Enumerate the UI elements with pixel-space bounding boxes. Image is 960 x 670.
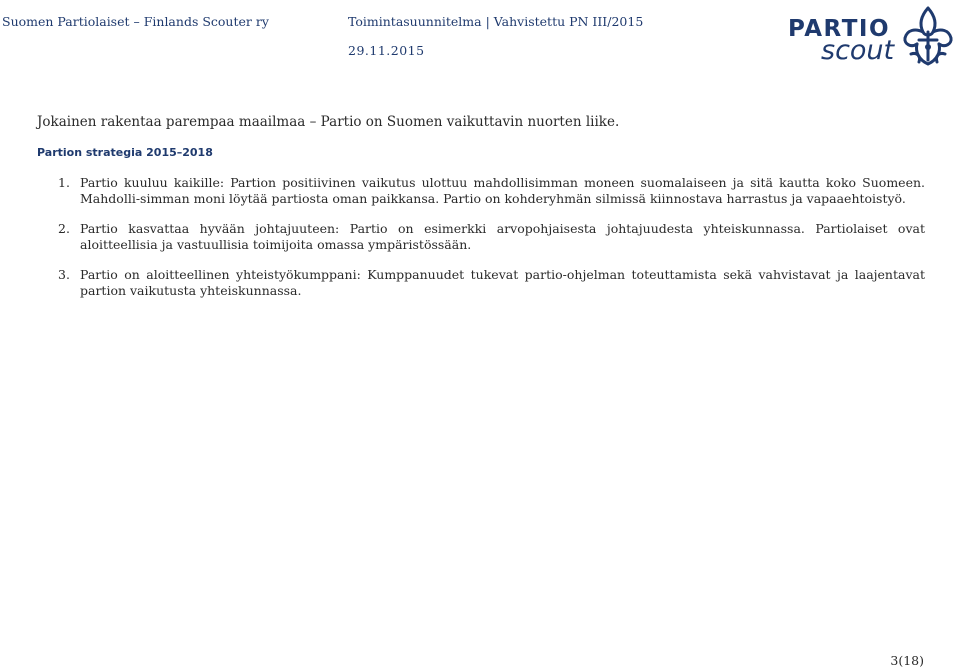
list-item (37, 221, 925, 253)
list-item-text: Partio on aloitteellinen yhteistyökumppani: Kumppanuudet tukevat partio-ohjelman toteuttamista sekä vahvistavat ja laajentavat partion vaikutusta yhteiskunnassa. (80, 267, 925, 298)
list-item-number: 1. (58, 175, 70, 190)
list-item (37, 175, 925, 207)
motto-text: Jokainen rakentaa parempaa maailmaa – Partio on Suomen vaikuttavin nuorten liike. (37, 114, 620, 130)
list-item-number: 3. (58, 267, 70, 282)
list-item-number: 2. (58, 221, 70, 236)
scout-lily-emblem-icon (897, 2, 959, 68)
partio-scout-logo (785, 2, 960, 68)
list-item (37, 267, 925, 299)
strategy-heading: Partion strategia 2015–2018 (37, 146, 213, 159)
header-date: 29.11.2015 (348, 43, 425, 58)
header-organization: Suomen Partiolaiset – Finlands Scouter ry (2, 14, 269, 29)
logo-text-scout: scout (821, 35, 895, 66)
list-item-text: Partio kasvattaa hyvään johtajuuteen: Partio on esimerkki arvopohjaisesta johtajuudesta yhteiskunnassa. Partiolaiset ovat aloitteellisia ja vastuullisia toimijoita omassa ympäristössään. (80, 221, 925, 252)
header-document-title: Toimintasuunnitelma | Vahvistettu PN III/2015 (348, 14, 644, 29)
page-number: 3(18) (890, 653, 924, 668)
strategy-goals-list (37, 175, 925, 313)
logo-text-partio: PARTIO (788, 16, 891, 42)
list-item-text: Partio kuuluu kaikille: Partion positiivinen vaikutus ulottuu mahdollisimman moneen suomalaiseen ja sitä kautta koko Suomeen. Mahdolli-simman moni löytää partiosta oman paikkansa. Partio on kohderyhmän silmissä kiinnostava harrastus ja vapaaehtoistyö. (80, 175, 925, 206)
